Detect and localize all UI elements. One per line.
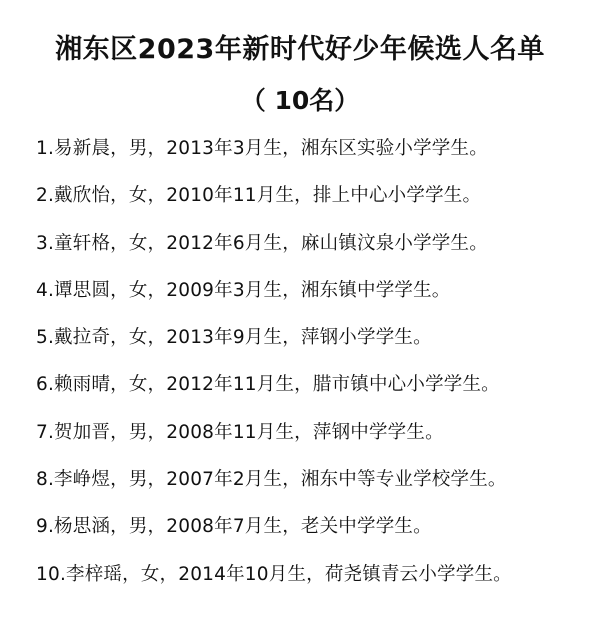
list-item: 4.谭思圆，女，2009年3月生，湘东镇中学学生。 xyxy=(36,279,451,301)
list-item: 3.童轩格，女，2012年6月生，麻山镇汶泉小学学生。 xyxy=(36,232,488,254)
list-item: 1.易新晨，男，2013年3月生，湘东区实验小学学生。 xyxy=(36,138,488,159)
document-subtitle: （ 10名） xyxy=(240,86,360,115)
list-item: 10.李梓瑶，女，2014年10月生，荷尧镇青云小学学生。 xyxy=(36,563,512,585)
list-item: 6.赖雨晴，女，2012年11月生，腊市镇中心小学学生。 xyxy=(36,374,500,396)
list-item: 8.李峥煜，男，2007年2月生，湘东中等专业学校学生。 xyxy=(36,469,507,491)
list-item: 7.贺加晋，男，2008年11月生，萍钢中学学生。 xyxy=(36,421,444,443)
list-item: 2.戴欣怡，女，2010年11月生，排上中心小学学生。 xyxy=(36,185,482,207)
list-item: 5.戴拉奇，女，2013年9月生，萍钢小学学生。 xyxy=(36,327,432,349)
list-item: 9.杨思涵，男，2008年7月生，老关中学学生。 xyxy=(36,516,432,538)
candidate-list xyxy=(36,134,596,607)
document-title: 湘东区2023年新时代好少年候选人名单 xyxy=(55,34,545,65)
